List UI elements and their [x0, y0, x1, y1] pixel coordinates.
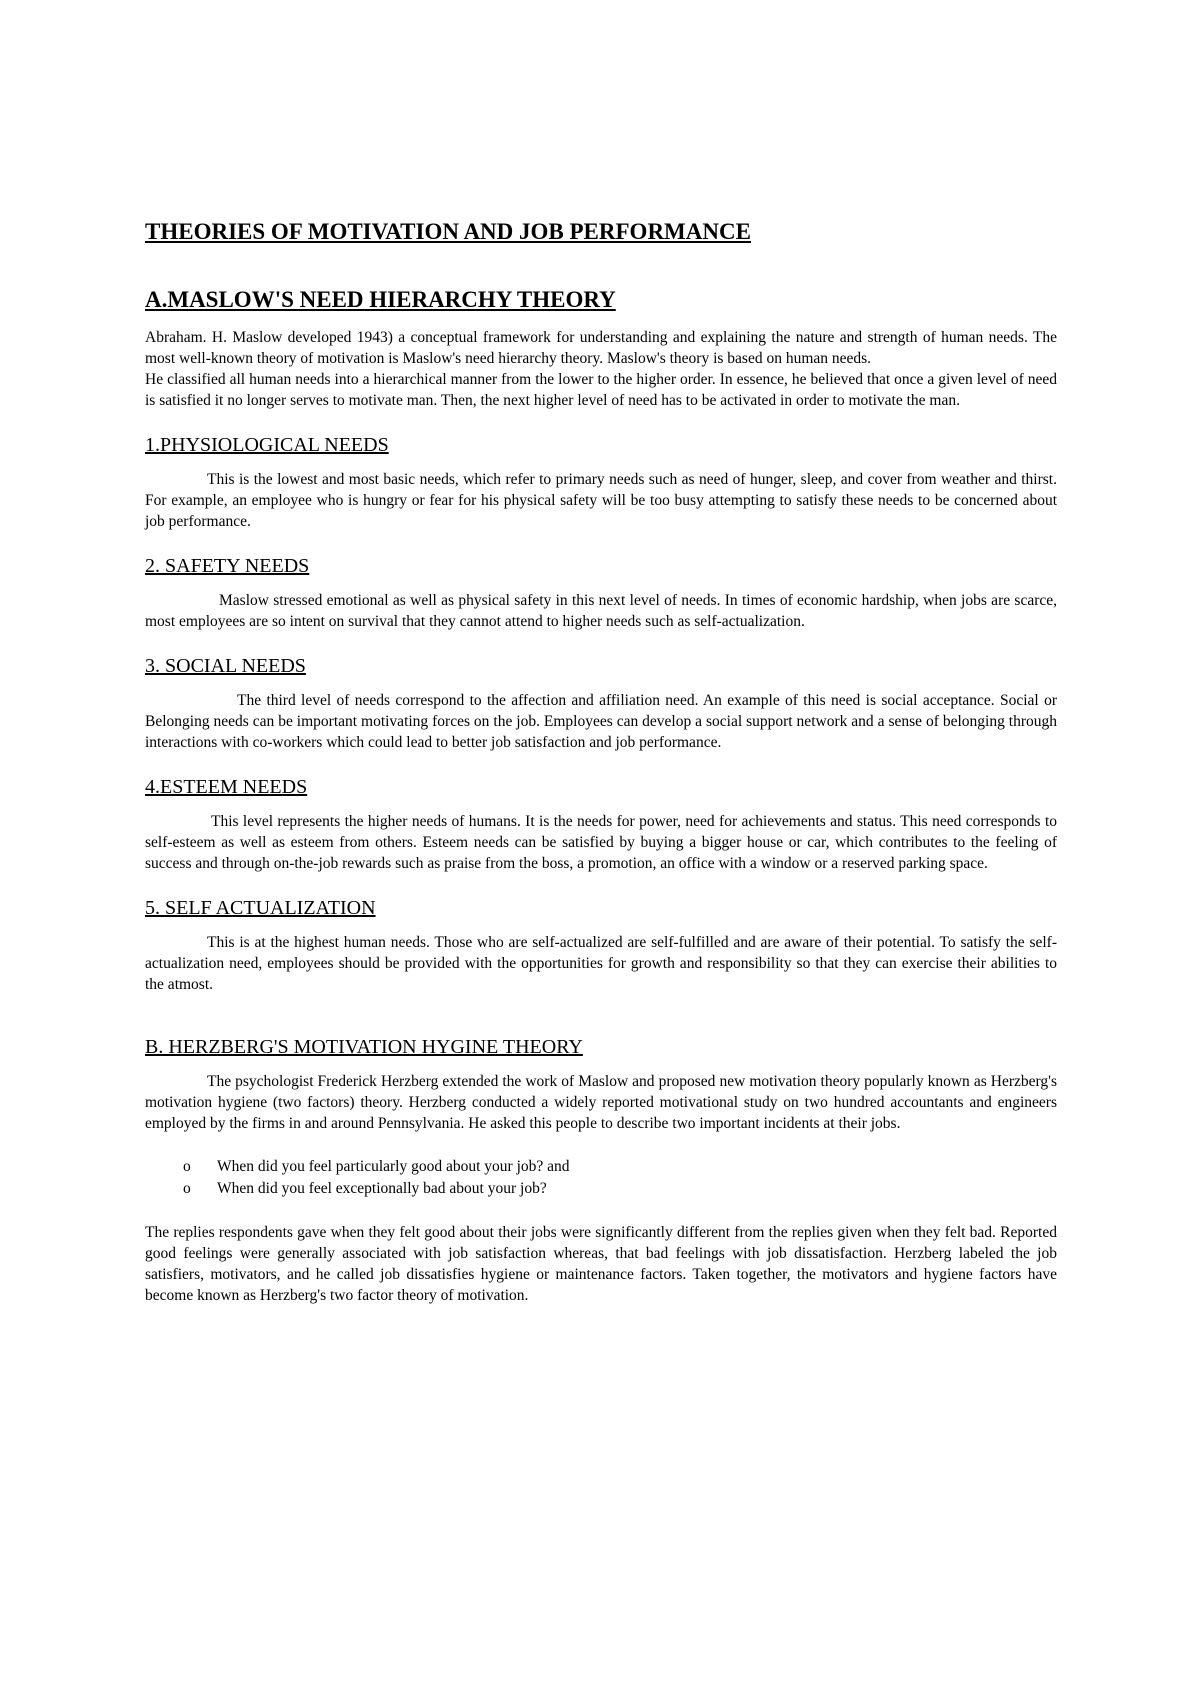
document-title: THEORIES OF MOTIVATION AND JOB PERFORMANCE	[145, 219, 751, 244]
need-text-esteem: This level represents the higher needs of humans. It is the needs for power, need for achievements and status. This need corresponds to self-esteem as well as esteem from others. Esteem needs can be satisfied by buying a bigger house or car, which contributes to the feeling of success and through on-the-job rewards such as praise from the boss, a promotion, an office with a window or a reserved parking space.	[145, 813, 1057, 873]
section-spacer	[145, 1017, 1057, 1035]
need-heading-esteem: 4.ESTEEM NEEDS	[145, 776, 308, 799]
need-heading-physiological: 1.PHYSIOLOGICAL NEEDS	[145, 434, 389, 457]
need-text-safety: Maslow stressed emotional as well as physical safety in this next level of needs. In times of economic hardship, when jobs are scarce, most employees are so intent on survival that they cannot attend to higher needs such as self-actualization.	[145, 592, 1057, 631]
need-text-social: The third level of needs correspond to the affection and affiliation need. An example of this need is social acceptance. Social or Belonging needs can be important motivating forces on the job. Employees can develop a social support network and a sense of belonging through interactions with co-workers which could lead to better job satisfaction and job performance.	[145, 692, 1057, 752]
bullet-icon: o	[183, 1158, 191, 1176]
need-heading-self-actualization: 5. SELF ACTUALIZATION	[145, 897, 376, 920]
question-text: When did you feel exceptionally bad about your job?	[217, 1180, 547, 1198]
section-b-intro: The psychologist Frederick Herzberg extended the work of Maslow and proposed new motivation theory popularly known as Herzberg's motivation hygiene (two factors) theory. Herzberg conducted a widely reported motivational study on two hundred accountants and engineers employed by the firms in and around Pennsylvania. He asked this people to describe two important incidents at their jobs.	[145, 1073, 1057, 1133]
section-b-heading: B. HERZBERG'S MOTIVATION HYGINE THEORY	[145, 1036, 583, 1059]
need-heading-social: 3. SOCIAL NEEDS	[145, 655, 306, 678]
bullet-icon: o	[183, 1180, 191, 1198]
need-text-self-actualization: This is at the highest human needs. Those who are self-actualized are self-fulfilled and are aware of their potential. To satisfy the self-actualization need, employees should be provided with the opportunities for growth and responsibility so that they can exercise their abilities to the atmost.	[145, 934, 1057, 994]
section-a-intro-1: Abraham. H. Maslow developed 1943) a conceptual framework for understanding and explaining the nature and strength of human needs. The most well-known theory of motivation is Maslow's need hierarchy theory. Maslow's theory is based on human needs.	[145, 329, 1057, 368]
question-list	[183, 1156, 1057, 1200]
document-body	[145, 218, 1057, 1328]
section-a-intro-2: He classified all human needs into a hierarchical manner from the lower to the higher order. In essence, he believed that once a given level of need is satisfied it no longer serves to motivate man. Then, the next higher level of need has to be activated in order to motivate the man.	[145, 371, 1057, 410]
section-a-heading: A.MASLOW'S NEED HIERARCHY THEORY	[145, 286, 616, 312]
need-heading-safety: 2. SAFETY NEEDS	[145, 555, 310, 578]
need-text-physiological: This is the lowest and most basic needs, which refer to primary needs such as need of hunger, sleep, and cover from weather and thirst. For example, an employee who is hungry or fear for his physical safety will be too busy attempting to satisfy these needs to be concerned about job performance.	[145, 471, 1057, 531]
section-b-conclusion: The replies respondents gave when they felt good about their jobs were significantly different from the replies given when they felt bad. Reported good feelings were generally associated with job satisfaction whereas, that bad feelings with job dissatisfaction. Herzberg labeled the job satisfiers, motivators, and he called job dissatisfies hygiene or maintenance factors. Taken together, the motivators and hygiene factors have become known as Herzberg's two factor theory of motivation.	[145, 1224, 1057, 1305]
list-item	[183, 1178, 1057, 1200]
list-item	[183, 1156, 1057, 1178]
question-text: When did you feel particularly good about your job? and	[217, 1158, 570, 1176]
